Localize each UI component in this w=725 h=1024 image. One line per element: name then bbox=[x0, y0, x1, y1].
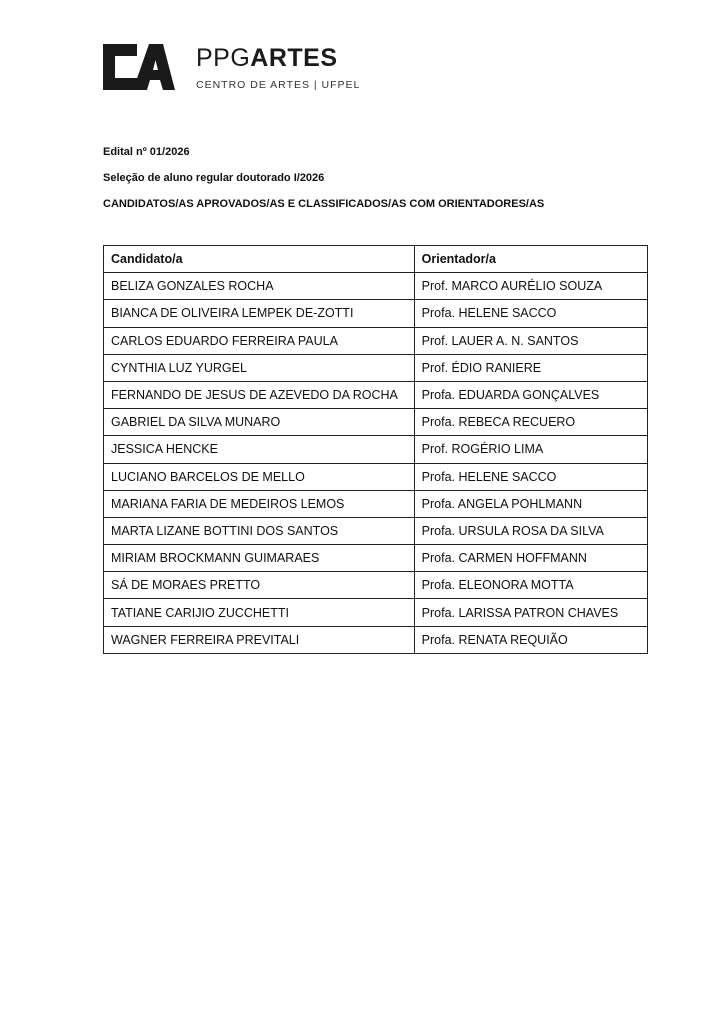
table-row bbox=[104, 436, 648, 463]
table-row bbox=[104, 273, 648, 300]
advisor-cell: Profa. LARISSA PATRON CHAVES bbox=[414, 599, 647, 626]
ca-logo-icon bbox=[103, 44, 175, 90]
advisor-cell: Profa. ANGELA POHLMANN bbox=[414, 490, 647, 517]
selection-title: Seleção de aluno regular doutorado I/2026 bbox=[103, 172, 325, 184]
candidate-cell: TATIANE CARIJIO ZUCCHETTI bbox=[104, 599, 415, 626]
advisor-cell: Prof. LAUER A. N. SANTOS bbox=[414, 327, 647, 354]
list-title: CANDIDATOS/AS APROVADOS/AS E CLASSIFICADOS/AS COM ORIENTADORES/AS bbox=[103, 198, 545, 210]
candidate-cell: GABRIEL DA SILVA MUNARO bbox=[104, 409, 415, 436]
table-row bbox=[104, 545, 648, 572]
advisor-cell: Profa. CARMEN HOFFMANN bbox=[414, 545, 647, 572]
brand-prefix: PPG bbox=[196, 44, 251, 72]
candidate-cell: WAGNER FERREIRA PREVITALI bbox=[104, 626, 415, 653]
advisor-cell: Profa. REBECA RECUERO bbox=[414, 409, 647, 436]
candidate-cell: CARLOS EDUARDO FERREIRA PAULA bbox=[104, 327, 415, 354]
table-row bbox=[104, 463, 648, 490]
advisor-cell: Profa. EDUARDA GONÇALVES bbox=[414, 381, 647, 408]
table-row bbox=[104, 327, 648, 354]
column-header-candidate: Candidato/a bbox=[104, 246, 415, 273]
program-brand bbox=[196, 44, 338, 72]
table-row bbox=[104, 626, 648, 653]
candidate-cell: CYNTHIA LUZ YURGEL bbox=[104, 354, 415, 381]
results-table bbox=[103, 245, 648, 654]
advisor-cell: Prof. MARCO AURÉLIO SOUZA bbox=[414, 273, 647, 300]
brand-subtitle: CENTRO DE ARTES | UFPEL bbox=[196, 79, 361, 91]
table-row bbox=[104, 409, 648, 436]
advisor-cell: Profa. ELEONORA MOTTA bbox=[414, 572, 647, 599]
column-header-advisor: Orientador/a bbox=[414, 246, 647, 273]
table-row bbox=[104, 381, 648, 408]
table-row bbox=[104, 490, 648, 517]
advisor-cell: Prof. ÉDIO RANIERE bbox=[414, 354, 647, 381]
candidate-cell: LUCIANO BARCELOS DE MELLO bbox=[104, 463, 415, 490]
table-row bbox=[104, 599, 648, 626]
advisor-cell: Prof. ROGÉRIO LIMA bbox=[414, 436, 647, 463]
candidate-cell: FERNANDO DE JESUS DE AZEVEDO DA ROCHA bbox=[104, 381, 415, 408]
advisor-cell: Profa. HELENE SACCO bbox=[414, 300, 647, 327]
brand-name: ARTES bbox=[250, 44, 338, 72]
candidate-cell: MIRIAM BROCKMANN GUIMARAES bbox=[104, 545, 415, 572]
candidate-cell: BIANCA DE OLIVEIRA LEMPEK DE-ZOTTI bbox=[104, 300, 415, 327]
table-row bbox=[104, 354, 648, 381]
edital-number: Edital nº 01/2026 bbox=[103, 146, 190, 158]
advisor-cell: Profa. RENATA REQUIÃO bbox=[414, 626, 647, 653]
table-header-row bbox=[104, 246, 648, 273]
candidate-cell: MARTA LIZANE BOTTINI DOS SANTOS bbox=[104, 517, 415, 544]
advisor-cell: Profa. HELENE SACCO bbox=[414, 463, 647, 490]
table-row bbox=[104, 517, 648, 544]
table-row bbox=[104, 572, 648, 599]
table-row bbox=[104, 300, 648, 327]
candidate-cell: MARIANA FARIA DE MEDEIROS LEMOS bbox=[104, 490, 415, 517]
advisor-cell: Profa. URSULA ROSA DA SILVA bbox=[414, 517, 647, 544]
candidate-cell: BELIZA GONZALES ROCHA bbox=[104, 273, 415, 300]
candidate-cell: SÁ DE MORAES PRETTO bbox=[104, 572, 415, 599]
candidate-cell: JESSICA HENCKE bbox=[104, 436, 415, 463]
